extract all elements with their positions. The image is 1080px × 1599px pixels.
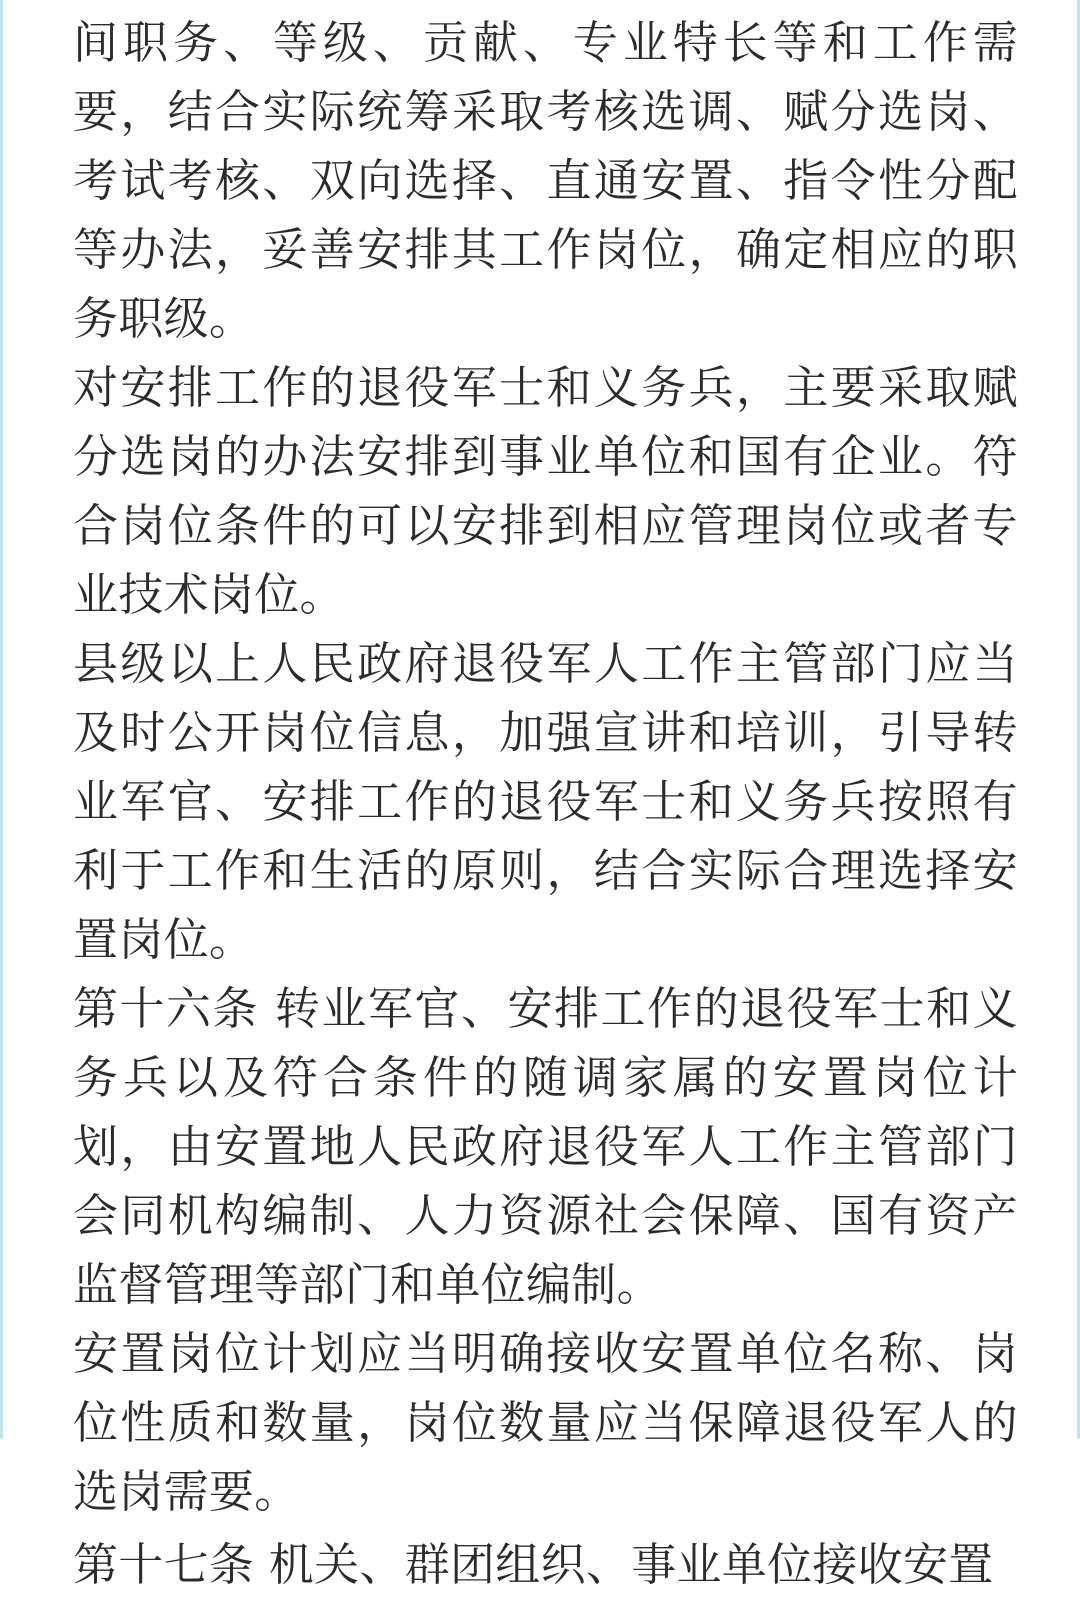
document-body: [73, 8, 1018, 1599]
paragraph-job-assignment: 间职务、等级、贡献、专业特长等和工作需要，结合实际统筹采取考核选调、赋分选岗、考试考核、双向选择、直通安置、指令性分配等办法，妥善安排其工作岗位，确定相应的职务职级。: [73, 16, 1018, 345]
paragraph-article-17: 第十七条 机关、群团组织、事业单位接收安置: [73, 1538, 994, 1591]
paragraph-soldier-placement: 对安排工作的退役军士和义务兵，主要采取赋分选岗的办法安排到事业单位和国有企业。符合岗位条件的可以安排到相应管理岗位或者专业技术岗位。: [73, 361, 1018, 621]
paragraph-placement-plan: 安置岗位计划应当明确接收安置单位名称、岗位性质和数量，岗位数量应当保障退役军人的选岗需要。: [73, 1327, 1018, 1518]
paragraph-job-information: 县级以上人民政府退役军人工作主管部门应当及时公开岗位信息，加强宣讲和培训，引导转业军官、安排工作的退役军士和义务兵按照有利于工作和生活的原则，结合实际合理选择安置岗位。: [73, 637, 1018, 966]
paragraph-article-16: 第十六条 转业军官、安排工作的退役军士和义务兵以及符合条件的随调家属的安置岗位计划，由安置地人民政府退役军人工作主管部门会同机构编制、人力资源社会保障、国有资产监督管理等部门和单位编制。: [73, 982, 1018, 1311]
